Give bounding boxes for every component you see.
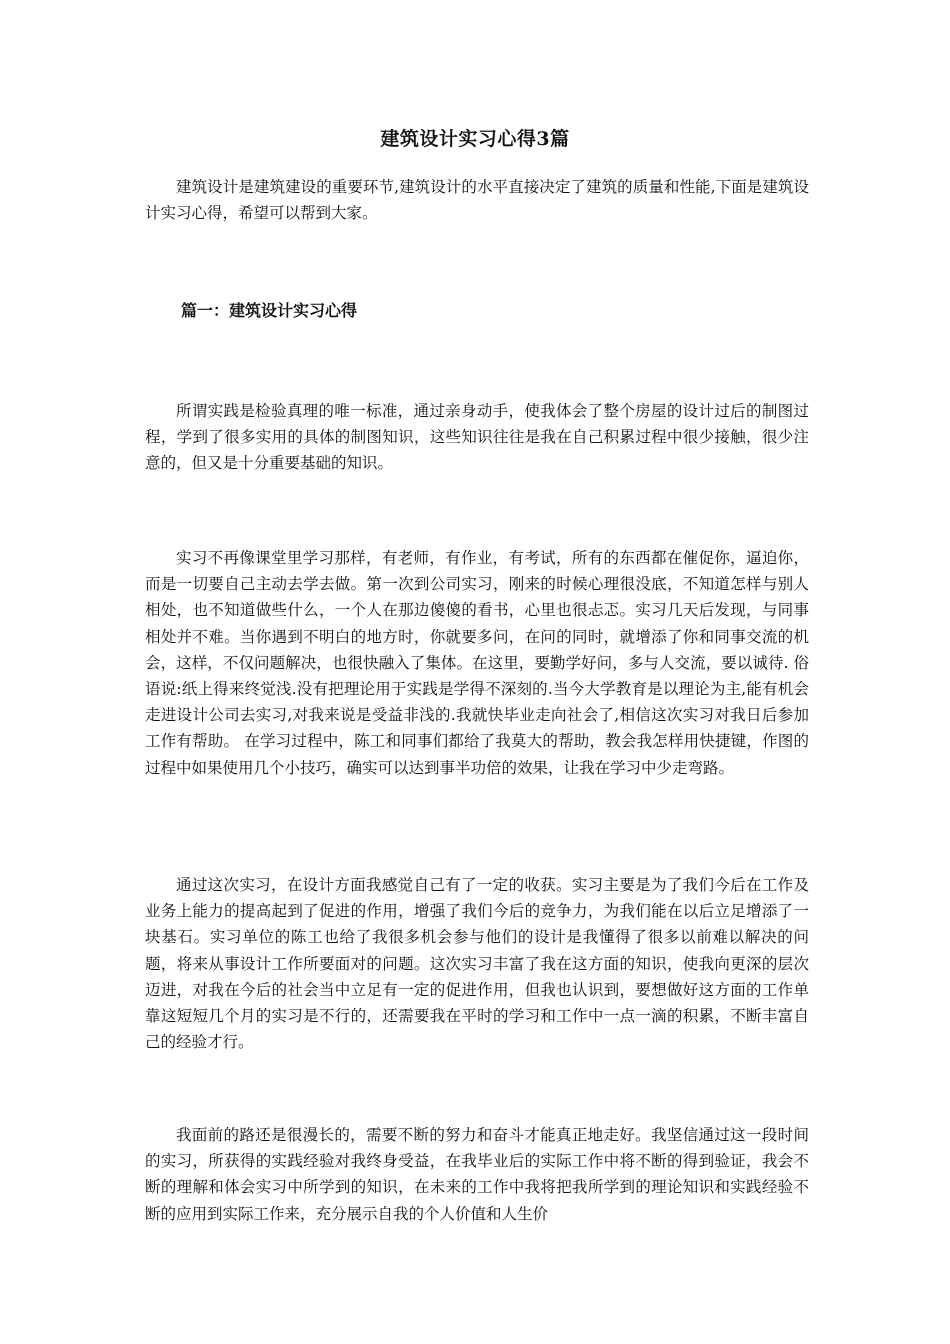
body-paragraph-2: 实习不再像课堂里学习那样，有老师，有作业，有考试，所有的东西都在催促你，逼迫你，而是一切要自己主动去学去做。第一次到公司实习，刚来的时候心理很没底，不知道怎样与别人相处，也不知道做些什么，一个人在那边傻傻的看书，心里也很忐忑。实习几天后发现，与同事相处并不难。当你遇到不明白的地方时，你就要多问，在问的同时，就增添了你和同事交流的机会，这样，不仅问题解决，也很快融入了集体。在这里，要勤学好问，多与人交流，要以诚待. 俗语说:纸上得来终觉浅.没有把理论用于实践是学得不深刻的.当今大学教育是以理论为主,能有机会走进设计公司去实习,对我来说是受益非浅的.我就快毕业走向社会了,相信这次实习对我日后参加工作有帮助。 在学习过程中，陈工和同事们都给了我莫大的帮助，教会我怎样用快捷键，作图的过程中如果使用几个小技巧，确实可以达到事半功倍的效果，让我在学习中少走弯路。 xyxy=(145,549,809,777)
body-paragraph-4: 我面前的路还是很漫长的，需要不断的努力和奋斗才能真正地走好。我坚信通过这一段时间的实习，所获得的实践经验对我终身受益，在我毕业后的实际工作中将不断的得到验证，我会不断的理解和体会实习中所学到的知识，在未来的工作中我将把我所学到的理论知识和实践经验不断的应用到实际工作来，充分展示自我的个人价值和人生价 xyxy=(145,1126,809,1223)
intro-paragraph: 建筑设计是建筑建设的重要环节,建筑设计的水平直接决定了建筑的质量和性能,下面是建筑设计实习心得，希望可以帮到大家。 xyxy=(145,178,809,223)
body-paragraph-1: 所谓实践是检验真理的唯一标准，通过亲身动手，使我体会了整个房屋的设计过后的制图过程，学到了很多实用的具体的制图知识，这些知识往往是我在自己积累过程中很少接触，很少注意的，但又是十分重要基础的知识。 xyxy=(145,402,809,473)
body-paragraph-3: 通过这次实习，在设计方面我感觉自己有了一定的收获。实习主要是为了我们今后在工作及业务上能力的提高起到了促进的作用，增强了我们今后的竞争力，为我们能在以后立足增添了一块基石。实习单位的陈工也给了我很多机会参与他们的设计是我懂得了很多以前难以解决的问题，将来从事设计工作所要面对的问题。这次实习丰富了我在这方面的知识，使我向更深的层次迈进，对我在今后的社会当中立足有一定的促进作用，但我也认识到，要想做好这方面的工作单靠这短短几个月的实习是不行的，还需要我在平时的学习和工作中一点一滴的积累，不断丰富自己的经验才行。 xyxy=(145,876,809,1052)
section-heading: 篇一：建筑设计实习心得 xyxy=(181,301,358,320)
document-title: 建筑设计实习心得3篇 xyxy=(380,128,570,150)
